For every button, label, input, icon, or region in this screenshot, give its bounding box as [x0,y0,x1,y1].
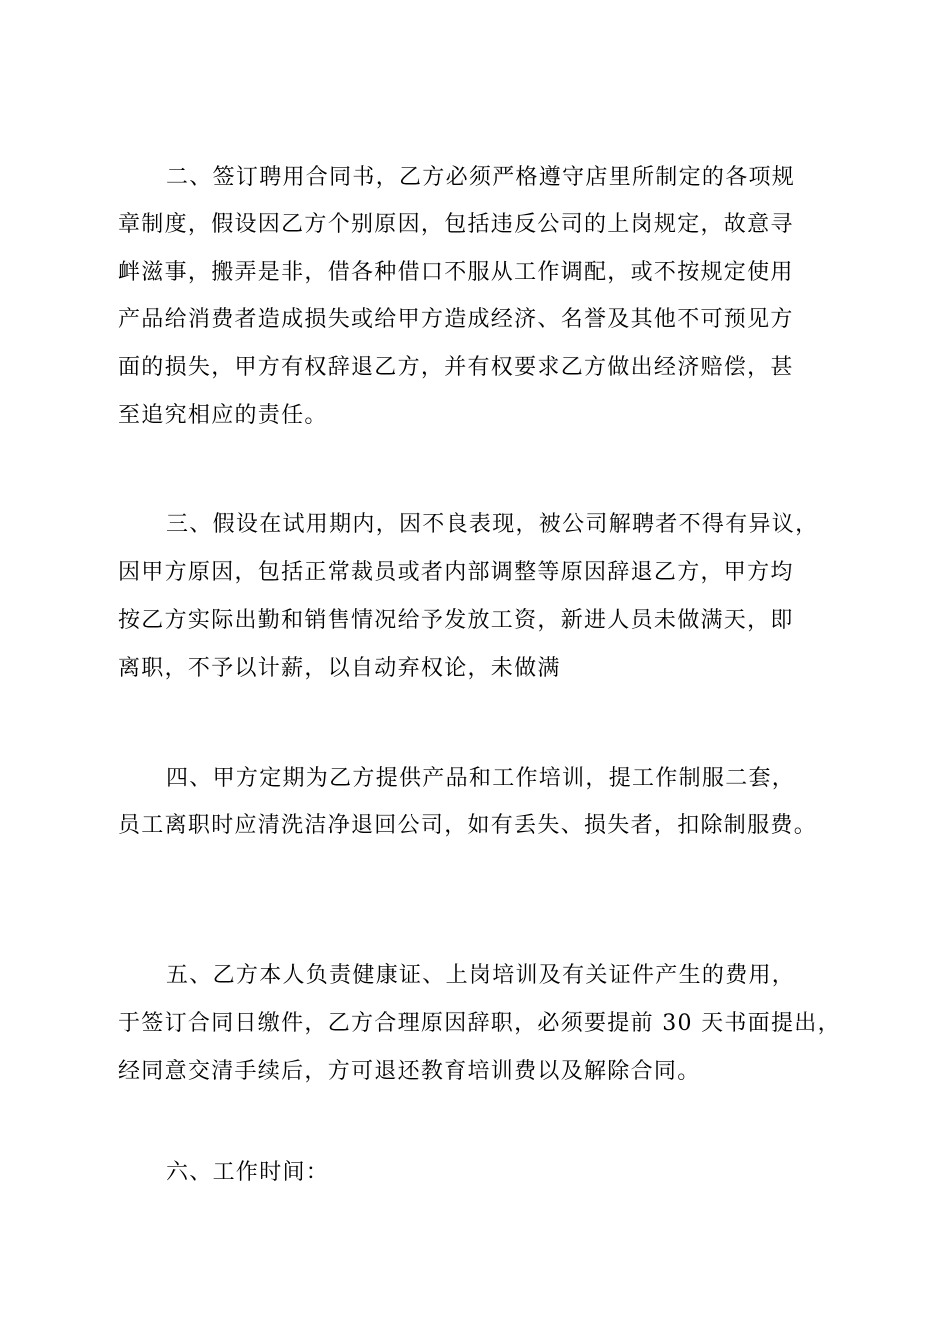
clause-2-line-4: 产品给消费者造成损失或给甲方造成经济、名誉及其他不可预见方 [118,307,794,332]
clause-3-line-2: 因甲方原因，包括正常裁员或者内部调整等原因辞退乙方，甲方均 [118,560,794,585]
clause-5-line-3: 经同意交清手续后，方可退还教育培训费以及解除合同。 [118,1059,701,1084]
clause-5-line-2: 于签订合同日缴件，乙方合理原因辞职，必须要提前 30 天书面提出， [118,1011,841,1036]
clause-2-line-6: 至追究相应的责任。 [118,403,328,428]
clause-4-line-2: 员工离职时应清洗洁净退回公司，如有丢失、损失者，扣除制服费。 [118,813,818,838]
clause-3-line-3: 按乙方实际出勤和销售情况给予发放工资，新进人员未做满天，即 [118,608,794,633]
clause-2-line-1: 二、签订聘用合同书，乙方必须严格遵守店里所制定的各项规 [166,165,796,190]
clause-2-line-2: 章制度，假设因乙方个别原因，包括违反公司的上岗规定，故意寻 [118,212,794,237]
clause-3-line-1: 三、假设在试用期内，因不良表现，被公司解聘者不得有异议， [166,512,819,537]
clause-2-line-5: 面的损失，甲方有权辞退乙方，并有权要求乙方做出经济赔偿，甚 [118,355,794,380]
clause-3-line-4: 离职，不予以计薪，以自动弃权论，未做满 [118,656,561,681]
clause-6-line-1: 六、工作时间： [166,1160,330,1185]
clause-5-line-1: 五、乙方本人负责健康证、上岗培训及有关证件产生的费用， [166,963,796,988]
clause-4-line-1: 四、甲方定期为乙方提供产品和工作培训，提工作制服二套， [166,766,796,791]
clause-2-line-3: 衅滋事，搬弄是非，借各种借口不服从工作调配，或不按规定使用 [118,260,794,285]
